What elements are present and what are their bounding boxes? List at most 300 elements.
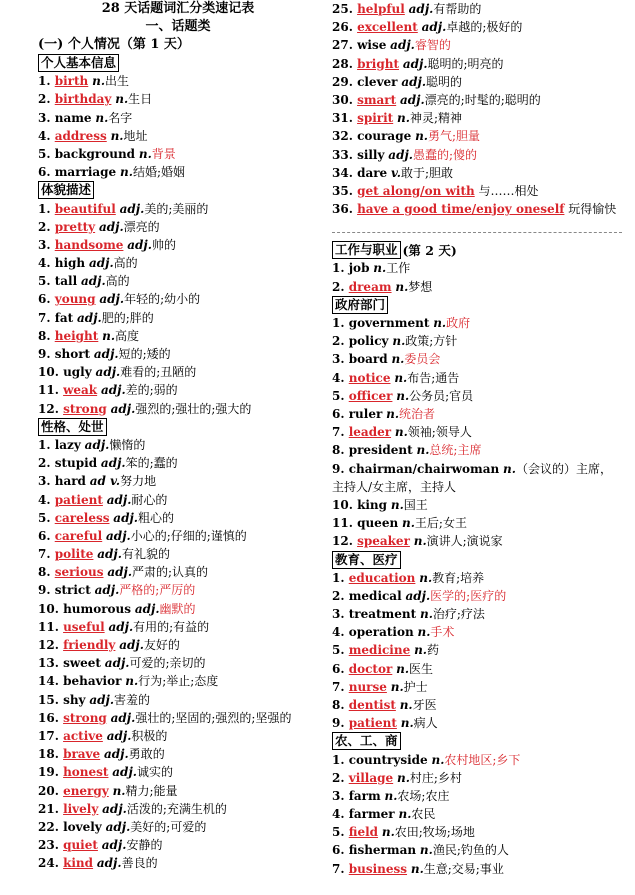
entry-pos: n. <box>138 146 152 161</box>
entry-meaning: 病人 <box>413 716 438 731</box>
entry-number: 34. <box>332 165 358 180</box>
category-row <box>332 550 622 568</box>
vocab-entry <box>38 727 318 745</box>
entry-number: 3. <box>332 607 349 622</box>
entry-number: 16. <box>38 710 64 725</box>
entry-pos: adj. <box>84 437 110 452</box>
entry-meaning: （会议的）主席，主持人/女主席，主持人 <box>332 461 612 494</box>
entry-meaning: 严肃的;认真的 <box>132 565 209 580</box>
vocab-entry <box>38 218 318 236</box>
entry-word: king <box>357 497 388 512</box>
entry-meaning: 笨的;蠢的 <box>125 456 178 471</box>
entry-number: 14. <box>38 674 64 689</box>
entry-pos: n. <box>390 679 404 694</box>
vocab-entry <box>332 696 622 714</box>
entry-pos: n. <box>395 279 409 294</box>
entry-meaning: 梦想 <box>408 279 433 294</box>
entry-word: brave <box>63 747 101 762</box>
vocab-entry <box>38 782 318 800</box>
entry-meaning: 工作 <box>386 261 411 276</box>
section-heading: (一) 个人情况（第 1 天） <box>38 37 190 52</box>
vocab-entry <box>332 405 622 423</box>
entry-pos: adj. <box>107 565 132 580</box>
entry-number: 6. <box>38 292 55 307</box>
entry-word: village <box>348 770 394 785</box>
entry-number: 1. <box>332 316 349 330</box>
entry-meaning: 聪明的;明亮的 <box>427 56 504 71</box>
category-label: 性格、处世 <box>38 418 107 436</box>
entry-pos: adj. <box>408 2 434 16</box>
entry-number: 30. <box>332 92 358 107</box>
vocab-entry <box>38 636 318 654</box>
entry-meaning: 牙医 <box>412 697 437 712</box>
category-row <box>332 296 622 314</box>
entry-word: strong <box>63 401 107 416</box>
vocab-entry <box>38 109 318 127</box>
vocab-entry <box>38 491 318 509</box>
entry-word: fat <box>54 310 74 325</box>
entry-word: hard <box>54 474 86 489</box>
entry-number: 31. <box>332 111 358 126</box>
entry-meaning: 生意;交易;事业 <box>423 861 504 876</box>
entry-word: officer <box>348 388 393 403</box>
entry-number: 4. <box>38 128 55 143</box>
vocab-entry <box>332 18 622 36</box>
entry-meaning: 短的;矮的 <box>118 347 171 361</box>
vocab-entry <box>332 441 622 459</box>
entry-word: careless <box>54 510 110 525</box>
vocab-entry <box>332 314 622 332</box>
vocab-entry <box>38 90 318 108</box>
entry-word: medicine <box>348 643 411 658</box>
entry-meaning: 护士 <box>403 679 428 694</box>
vocab-entry <box>332 91 622 109</box>
entry-number: 5. <box>38 146 55 161</box>
entry-meaning: 手术 <box>430 625 455 640</box>
entry-meaning: 敢于;胆敢 <box>400 165 454 180</box>
entry-meaning: 行为;举止;态度 <box>138 674 219 689</box>
entry-meaning: 农村地区;乡下 <box>444 752 521 767</box>
entry-pos: adj. <box>388 147 413 162</box>
entry-number: 10. <box>332 497 358 512</box>
entry-word: treatment <box>348 607 417 622</box>
entry-pos: n. <box>373 261 387 276</box>
entry-meaning: 有用的;有益的 <box>133 619 210 634</box>
entry-meaning: 睿智的 <box>414 38 451 53</box>
entry-pos: n. <box>431 752 445 767</box>
entry-number: 29. <box>332 74 358 89</box>
entry-word: strong <box>63 710 107 725</box>
entry-number: 32. <box>332 129 358 144</box>
entry-word: young <box>54 292 96 307</box>
entry-number: 22. <box>38 819 64 834</box>
entry-word: strict <box>54 583 91 598</box>
entry-meaning: 高的 <box>105 274 130 289</box>
entry-number: 11. <box>38 619 64 634</box>
entry-number: 5. <box>38 510 55 525</box>
entry-word: policy <box>348 334 389 349</box>
entry-meaning: 美好的;可爱的 <box>130 819 207 834</box>
vocab-entry <box>332 369 622 387</box>
entry-pos: adj. <box>113 510 138 525</box>
entry-pos: adj. <box>105 819 131 834</box>
entry-meaning: 总统;主席 <box>429 443 482 458</box>
entry-pos: adj. <box>106 728 132 743</box>
entry-pos: n. <box>110 128 124 143</box>
category-label: 农、工、商 <box>332 732 401 750</box>
vocab-entry <box>38 563 318 581</box>
vocab-entry <box>332 751 622 769</box>
category-label: 教育、医疗 <box>332 551 401 569</box>
entry-meaning: 生日 <box>128 92 153 107</box>
entry-pos: adj. <box>106 492 132 507</box>
vocab-entry <box>332 146 622 164</box>
entry-meaning: 与……相处 <box>478 183 539 198</box>
entry-word: weak <box>63 383 98 398</box>
entry-word: spirit <box>357 111 394 126</box>
entry-word: have a good time/enjoy oneself <box>357 202 565 217</box>
entry-word: fisherman <box>348 843 417 858</box>
entry-word: humorous <box>63 601 132 616</box>
entry-meaning: 出生 <box>105 74 130 89</box>
entry-meaning: 粗心的 <box>137 510 174 525</box>
entry-number: 8. <box>38 328 55 343</box>
entry-word: get along/on with <box>357 183 475 198</box>
entry-word: bright <box>357 56 399 71</box>
entry-number: 1. <box>332 752 349 767</box>
entry-word: birthday <box>54 92 112 107</box>
entry-meaning: 背景 <box>151 146 176 161</box>
entry-number: 1. <box>332 261 349 276</box>
entry-pos: n. <box>419 607 433 622</box>
entry-meaning: 漂亮的;时髦的;聪明的 <box>424 92 541 107</box>
entry-number: 28. <box>332 56 358 71</box>
entry-number: 3. <box>38 237 55 252</box>
entry-word: ruler <box>348 406 383 421</box>
vocab-entry <box>332 514 622 532</box>
vocab-entry <box>332 823 622 841</box>
entry-meaning: 严格的;严厉的 <box>119 583 196 598</box>
entry-pos: n. <box>414 643 427 658</box>
entry-number: 5. <box>38 274 55 289</box>
entry-word: lazy <box>54 437 81 452</box>
entry-word: quiet <box>63 838 98 853</box>
entry-pos: adj. <box>98 219 124 234</box>
entry-meaning: 难看的;丑陋的 <box>120 365 197 380</box>
entry-word: helpful <box>357 2 405 16</box>
vocab-entry <box>332 259 622 277</box>
entry-meaning: 神灵;精神 <box>409 111 462 126</box>
entry-meaning: 布告;通告 <box>407 370 460 385</box>
entry-pos: adj. <box>119 638 144 652</box>
entry-meaning: 领袖;领导人 <box>407 425 472 440</box>
entry-number: 2. <box>332 334 349 349</box>
vocab-entry <box>332 714 622 732</box>
entry-meaning: 勇敢的 <box>128 747 165 762</box>
vocab-entry <box>38 818 318 836</box>
entry-word: doctor <box>348 661 393 676</box>
vocab-entry <box>38 163 318 181</box>
entry-number: 35. <box>332 183 358 198</box>
category-row <box>38 54 318 72</box>
entry-number: 2. <box>38 219 55 234</box>
vocab-entry <box>38 763 318 781</box>
entry-meaning: 医学的;医疗的 <box>430 588 507 603</box>
entry-word: stupid <box>54 456 98 471</box>
entry-meaning: 治疗;疗法 <box>432 607 485 622</box>
vocab-entry <box>332 841 622 859</box>
entry-meaning: 小心的;仔细的;谨慎的 <box>130 528 247 543</box>
entry-word: name <box>54 110 92 125</box>
entry-meaning: 善良的 <box>121 856 158 871</box>
entry-number: 8. <box>332 697 349 712</box>
entry-meaning: 强壮的;坚固的;强烈的;坚强的 <box>135 710 292 725</box>
entry-meaning: 教育;培养 <box>432 570 485 585</box>
entry-word: patient <box>54 492 103 507</box>
entry-word: job <box>348 261 370 276</box>
entry-meaning: 诚实的 <box>136 765 173 780</box>
vocab-entry <box>38 545 318 563</box>
entry-pos: adj. <box>401 74 427 89</box>
entry-number: 4. <box>38 256 55 271</box>
entry-meaning: 卓越的;极好的 <box>446 20 523 35</box>
vocab-entry <box>38 400 318 418</box>
entry-number: 5. <box>332 388 349 403</box>
entry-meaning: 公务员;官员 <box>409 388 474 403</box>
vocab-entry <box>332 332 622 350</box>
entry-pos: n. <box>416 443 430 458</box>
entry-meaning: 有礼貌的 <box>121 547 170 562</box>
entry-word: lovely <box>63 819 102 834</box>
right-body <box>332 296 622 878</box>
entry-word: dentist <box>348 697 396 712</box>
entry-pos: adj. <box>104 656 130 671</box>
entry-pos: adj. <box>100 456 126 471</box>
entry-pos: n. <box>397 111 410 126</box>
entry-pos: adj. <box>399 92 425 107</box>
entry-number: 20. <box>38 783 64 798</box>
entry-pos: n. <box>396 661 410 676</box>
vocab-entry <box>332 623 622 641</box>
entry-meaning: 玩得愉快 <box>568 202 617 217</box>
entry-number: 3. <box>332 352 349 367</box>
vocab-entry <box>332 182 622 200</box>
entry-number: 10. <box>38 601 64 616</box>
category-row <box>38 181 318 199</box>
entry-word: notice <box>348 370 391 385</box>
vocab-entry <box>332 805 622 823</box>
entry-word: board <box>348 352 388 367</box>
vocab-entry <box>38 836 318 854</box>
vocab-entry <box>332 423 622 441</box>
entry-meaning: 王后;女王 <box>414 516 467 531</box>
entry-pos: adj. <box>108 619 134 634</box>
vocab-entry <box>38 654 318 672</box>
entry-word: smart <box>357 92 397 107</box>
page-title: 28 天话题词汇分类速记表 <box>101 1 255 16</box>
vocab-entry <box>38 236 318 254</box>
entry-number: 7. <box>38 310 55 325</box>
entry-pos: adj. <box>405 588 431 603</box>
entry-meaning: 村庄;乡村 <box>409 770 462 785</box>
vocab-entry <box>38 363 318 381</box>
entry-word: president <box>348 443 413 458</box>
entry-pos: n. <box>399 697 413 712</box>
entry-meaning: 帅的 <box>151 237 176 252</box>
entry-number: 6. <box>38 165 55 180</box>
entry-meaning: 高的 <box>113 256 138 271</box>
entry-word: farmer <box>348 807 395 822</box>
entry-meaning: 地址 <box>123 128 148 143</box>
entry-pos: adj. <box>88 256 114 271</box>
entry-word: business <box>348 861 408 876</box>
entry-word: dare <box>357 165 388 180</box>
entry-word: wise <box>357 38 387 53</box>
entry-pos: adj. <box>95 365 121 380</box>
entry-number: 1. <box>38 201 55 216</box>
entry-meaning: 国王 <box>403 497 428 512</box>
entry-word: active <box>63 728 103 743</box>
entry-word: kind <box>63 856 94 871</box>
entry-pos: adj. <box>96 856 122 871</box>
entry-meaning: 农场;农庄 <box>397 788 450 803</box>
entry-meaning: 年轻的;幼小的 <box>124 292 201 307</box>
entry-number: 6. <box>38 528 55 543</box>
entry-number: 9. <box>38 347 55 361</box>
vocab-entry <box>332 605 622 623</box>
vocab-entry <box>38 290 318 308</box>
entry-number: 7. <box>38 547 55 562</box>
vocab-entry <box>332 587 622 605</box>
vocab-entry <box>38 345 318 363</box>
entry-pos: adj. <box>80 274 106 289</box>
entry-number: 2. <box>38 456 55 471</box>
entry-number: 9. <box>38 583 55 598</box>
left-column <box>38 0 318 872</box>
entry-number: 7. <box>332 679 349 694</box>
entry-meaning: 差的;弱的 <box>125 383 178 398</box>
vocab-entry <box>38 581 318 599</box>
entry-number: 27. <box>332 38 358 53</box>
entry-number: 3. <box>38 110 55 125</box>
entry-meaning: 聪明的 <box>426 74 463 89</box>
entry-pos: v. <box>391 165 401 180</box>
entry-number: 3. <box>38 474 55 489</box>
entry-number: 26. <box>332 20 358 35</box>
entry-word: honest <box>63 765 109 780</box>
entry-number: 19. <box>38 765 64 780</box>
vocab-entry <box>332 460 622 496</box>
entry-pos: n. <box>392 334 406 349</box>
entry-meaning: 幽默的 <box>159 601 196 616</box>
entry-meaning: 愚蠢的;傻的 <box>412 147 478 162</box>
entry-number: 1. <box>332 570 349 585</box>
entry-number: 6. <box>332 843 349 858</box>
vocab-entry <box>38 472 318 490</box>
vocab-entry <box>332 787 622 805</box>
entry-number: 17. <box>38 728 64 743</box>
entry-pos: adj. <box>93 347 119 361</box>
entry-meaning: 积极的 <box>131 728 168 743</box>
entry-word: medical <box>348 588 402 603</box>
entry-word: serious <box>54 565 104 580</box>
entry-number: 18. <box>38 747 64 762</box>
entry-pos: n. <box>417 625 431 640</box>
vocab-entry <box>38 672 318 690</box>
entry-meaning: 演讲人;演说家 <box>426 534 503 549</box>
entry-number: 12. <box>332 534 358 549</box>
divider <box>332 232 622 233</box>
entry-word: speaker <box>357 534 410 549</box>
vocab-entry <box>332 678 622 696</box>
entry-pos: adj. <box>110 710 136 725</box>
entry-pos: n. <box>112 783 126 798</box>
vocab-entry <box>38 72 318 90</box>
entry-number: 11. <box>38 383 64 398</box>
entry-word: short <box>54 347 91 361</box>
entry-number: 10. <box>38 365 64 380</box>
entry-number: 1. <box>38 437 55 452</box>
entry-word: height <box>54 328 99 343</box>
vocab-entry <box>332 660 622 678</box>
entry-number: 23. <box>38 838 64 853</box>
entry-pos: n. <box>92 74 105 89</box>
entry-pos: adj. <box>106 528 131 543</box>
category-label: 工作与职业 <box>332 241 401 259</box>
vocab-entry <box>38 454 318 472</box>
entry-pos: n. <box>390 497 404 512</box>
vocab-entry <box>332 532 622 550</box>
entry-pos: n. <box>433 316 447 330</box>
category-label: 个人基本信息 <box>38 54 119 72</box>
entry-pos: n. <box>402 516 415 531</box>
entry-number: 2. <box>332 770 349 785</box>
entry-pos: n. <box>120 165 133 180</box>
entry-meaning: 友好的 <box>143 638 180 652</box>
entry-pos: adj. <box>112 765 137 780</box>
vocab-entry <box>38 509 318 527</box>
job-list <box>332 259 622 295</box>
entry-number: 5. <box>332 825 349 840</box>
vocab-entry <box>332 641 622 659</box>
entry-meaning: 强烈的;强壮的;强大的 <box>135 401 252 416</box>
entry-word: polite <box>54 547 94 562</box>
entry-meaning: 勇气;胆量 <box>427 129 481 144</box>
entry-word: energy <box>63 783 109 798</box>
vocab-entry <box>38 127 318 145</box>
vocab-entry <box>332 36 622 54</box>
entry-word: leader <box>348 425 392 440</box>
entry-number: 7. <box>332 425 349 440</box>
entry-meaning: 统治者 <box>399 406 436 421</box>
entry-pos: n. <box>391 352 405 367</box>
entry-pos: adj. <box>134 601 160 616</box>
entry-pos: n. <box>394 425 408 440</box>
entry-pos: n. <box>396 388 410 403</box>
entry-pos: n. <box>125 674 139 689</box>
entry-pos: adj. <box>102 801 127 816</box>
entry-pos: adj. <box>104 747 129 762</box>
entry-word: address <box>54 128 107 143</box>
vocab-entry <box>38 745 318 763</box>
entry-pos: n. <box>398 807 412 822</box>
entry-meaning: 农民 <box>411 807 436 822</box>
vocab-entry <box>332 55 622 73</box>
entry-number: 11. <box>332 516 358 531</box>
entry-meaning: 政府 <box>446 316 471 330</box>
entry-pos: ad v. <box>89 474 121 489</box>
entry-number: 4. <box>332 370 349 385</box>
